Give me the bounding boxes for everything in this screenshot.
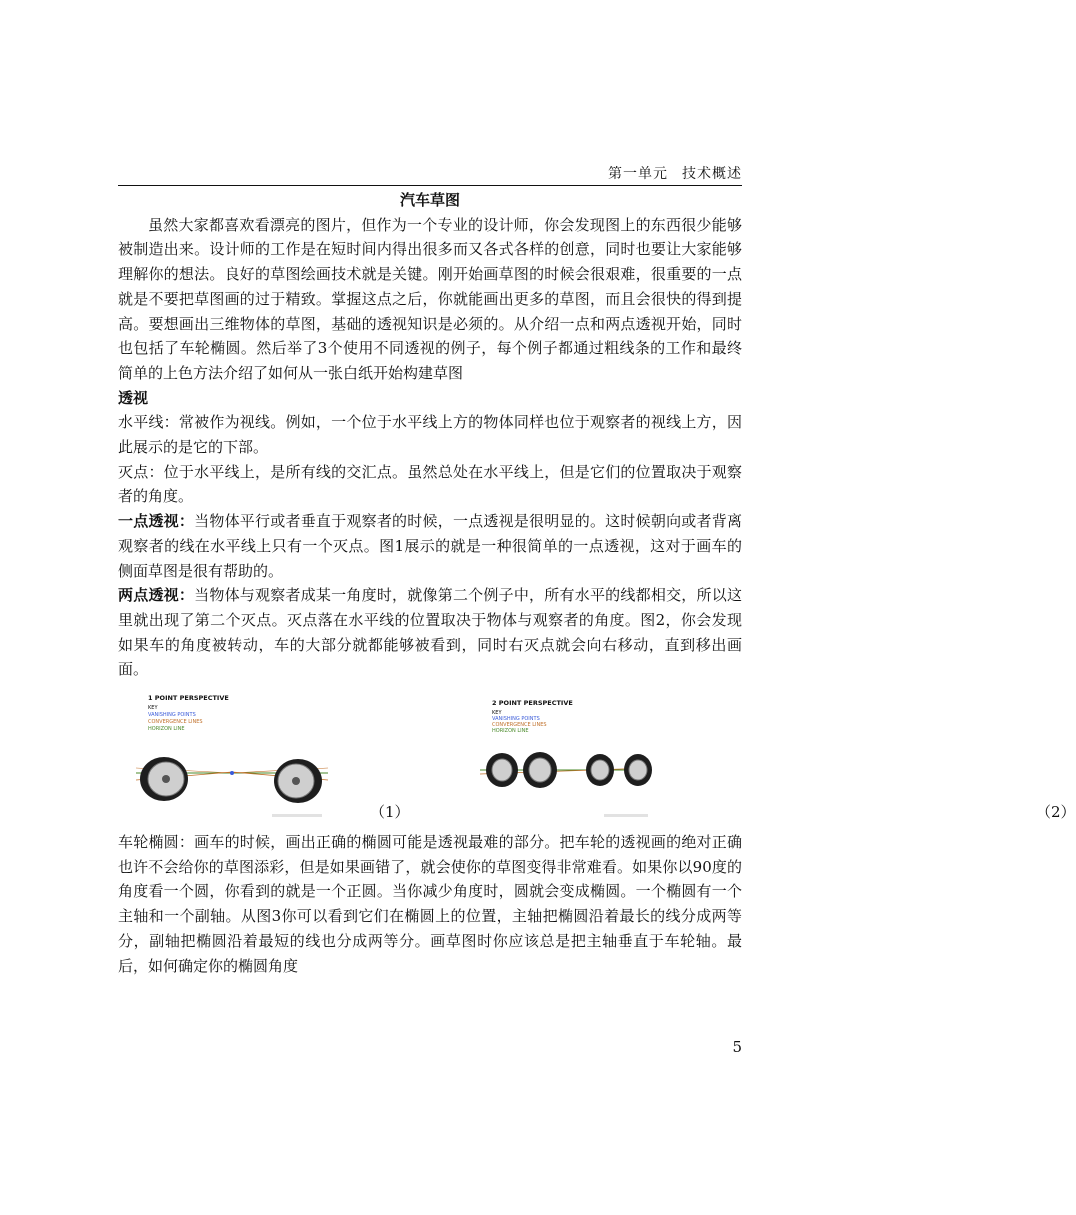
figure-2-watermark [604, 814, 648, 817]
figure-2-key: KEY [492, 710, 502, 717]
two-point-paragraph [118, 583, 742, 682]
page-content [118, 188, 1076, 978]
article-title: 汽车草图 [399, 191, 460, 209]
horizon-paragraph: 水平线：常被作为视线。例如，一个位于水平线上方的物体同样也位于观察者的视线上方，因此展示的是它的下部。 [118, 413, 742, 457]
one-point-term: 一点透视： [118, 512, 195, 531]
figure-2-wheel [486, 753, 518, 787]
figure-2 [474, 688, 1076, 826]
figure-1-title: 1 POINT PERSPECTIVE [148, 694, 229, 703]
one-point-paragraph [118, 509, 742, 583]
one-point-body: 当物体平行或者垂直于观察者的时候，一点透视是很明显的。这时候朝向或者背离观察者的线在水平线上只有一个灭点。图1展示的就是一种很简单的一点透视，这对于画车的侧面草图是很有帮助的。 [118, 512, 742, 580]
figure-2-caption: （2） [1036, 803, 1076, 822]
figure-1-key: KEY [148, 705, 158, 712]
figure-1-illustration [132, 688, 332, 826]
figure-2-illustration [474, 688, 654, 826]
page-number: 5 [732, 1038, 742, 1056]
figure-1-vanishing-point [230, 771, 234, 775]
figure-2-title: 2 POINT PERSPECTIVE [492, 699, 573, 708]
header-chapter: 技术概述 [682, 166, 742, 182]
figure-1-caption: （1） [370, 803, 410, 822]
figure-2-key-vanishing: VANISHING POINTS [492, 716, 540, 723]
figure-2-wheel [586, 754, 614, 786]
wheel-ellipse-paragraph: 车轮椭圆：画车的时候，画出正确的椭圆可能是透视最难的部分。把车轮的透视画的绝对正确也许不会给你的草图添彩，但是如果画错了，就会使你的草图变得非常难看。如果你以90度的角度看一个圆，你看到的就是一个正圆。当你减少角度时，圆就会变成椭圆。一个椭圆有一个主轴和一个副轴。从图3你可以看到它们在椭圆上的位置，主轴把椭圆沿着最长的线分成两等分，副轴把椭圆沿着最短的线也分成两等分。画草图时你应该总是把主轴垂直于车轮轴。最后，如何确定你的椭圆角度 [118, 833, 742, 975]
figure-2-key-convergence: CONVERGENCE LINES [492, 722, 547, 729]
section-heading-perspective: 透视 [118, 388, 149, 407]
two-point-term: 两点透视： [118, 586, 195, 605]
header-unit: 第一单元 [608, 166, 668, 182]
two-point-body: 当物体与观察者成某一角度时，就像第二个例子中，所有水平的线都相交，所以这里就出现了第二个灭点。灭点落在水平线的位置取决于物体与观察者的角度。图2，你会发现如果车的角度被转动，车的大部分就都能够被看到，同时右灭点就会向右移动，直到移出画面。 [118, 586, 742, 679]
intro-paragraph: 虽然大家都喜欢看漂亮的图片，但作为一个专业的设计师，你会发现图上的东西很少能够被制造出来。设计师的工作是在短时间内得出很多而又各式各样的创意，同时也要让大家能够理解你的想法。良好的草图绘画技术就是关键。刚开始画草图的时候会很艰难，很重要的一点就是不要把草图画的过于精致。掌握这点之后，你就能画出更多的草图，而且会很快的得到提高。要想画出三维物体的草图，基础的透视知识是必须的。从介绍一点和两点透视开始，同时也包括了车轮椭圆。然后举了3个使用不同透视的例子，每个例子都通过粗线条的工作和最终简单的上色方法介绍了如何从一张白纸开始构建草图 [118, 215, 742, 382]
figure-1-key-horizon: HORIZON LINE [148, 726, 185, 733]
figure-1-key-vanishing: VANISHING POINTS [148, 712, 196, 719]
figure-row [118, 688, 1076, 826]
figure-1-watermark [272, 814, 322, 817]
vanishing-paragraph: 灭点：位于水平线上，是所有线的交汇点。虽然总处在水平线上，但是它们的位置取决于观察者的角度。 [118, 462, 742, 506]
figure-1-key-convergence: CONVERGENCE LINES [148, 719, 203, 726]
figure-2-wheel [624, 754, 652, 786]
figure-1-wheel-right [274, 759, 322, 803]
running-header [118, 163, 742, 183]
figure-2-wheel [523, 752, 557, 788]
header-rule [118, 185, 742, 186]
figure-1-wheel-left [140, 757, 188, 801]
figure-1 [132, 688, 410, 826]
figure-2-key-horizon: HORIZON LINE [492, 728, 529, 735]
